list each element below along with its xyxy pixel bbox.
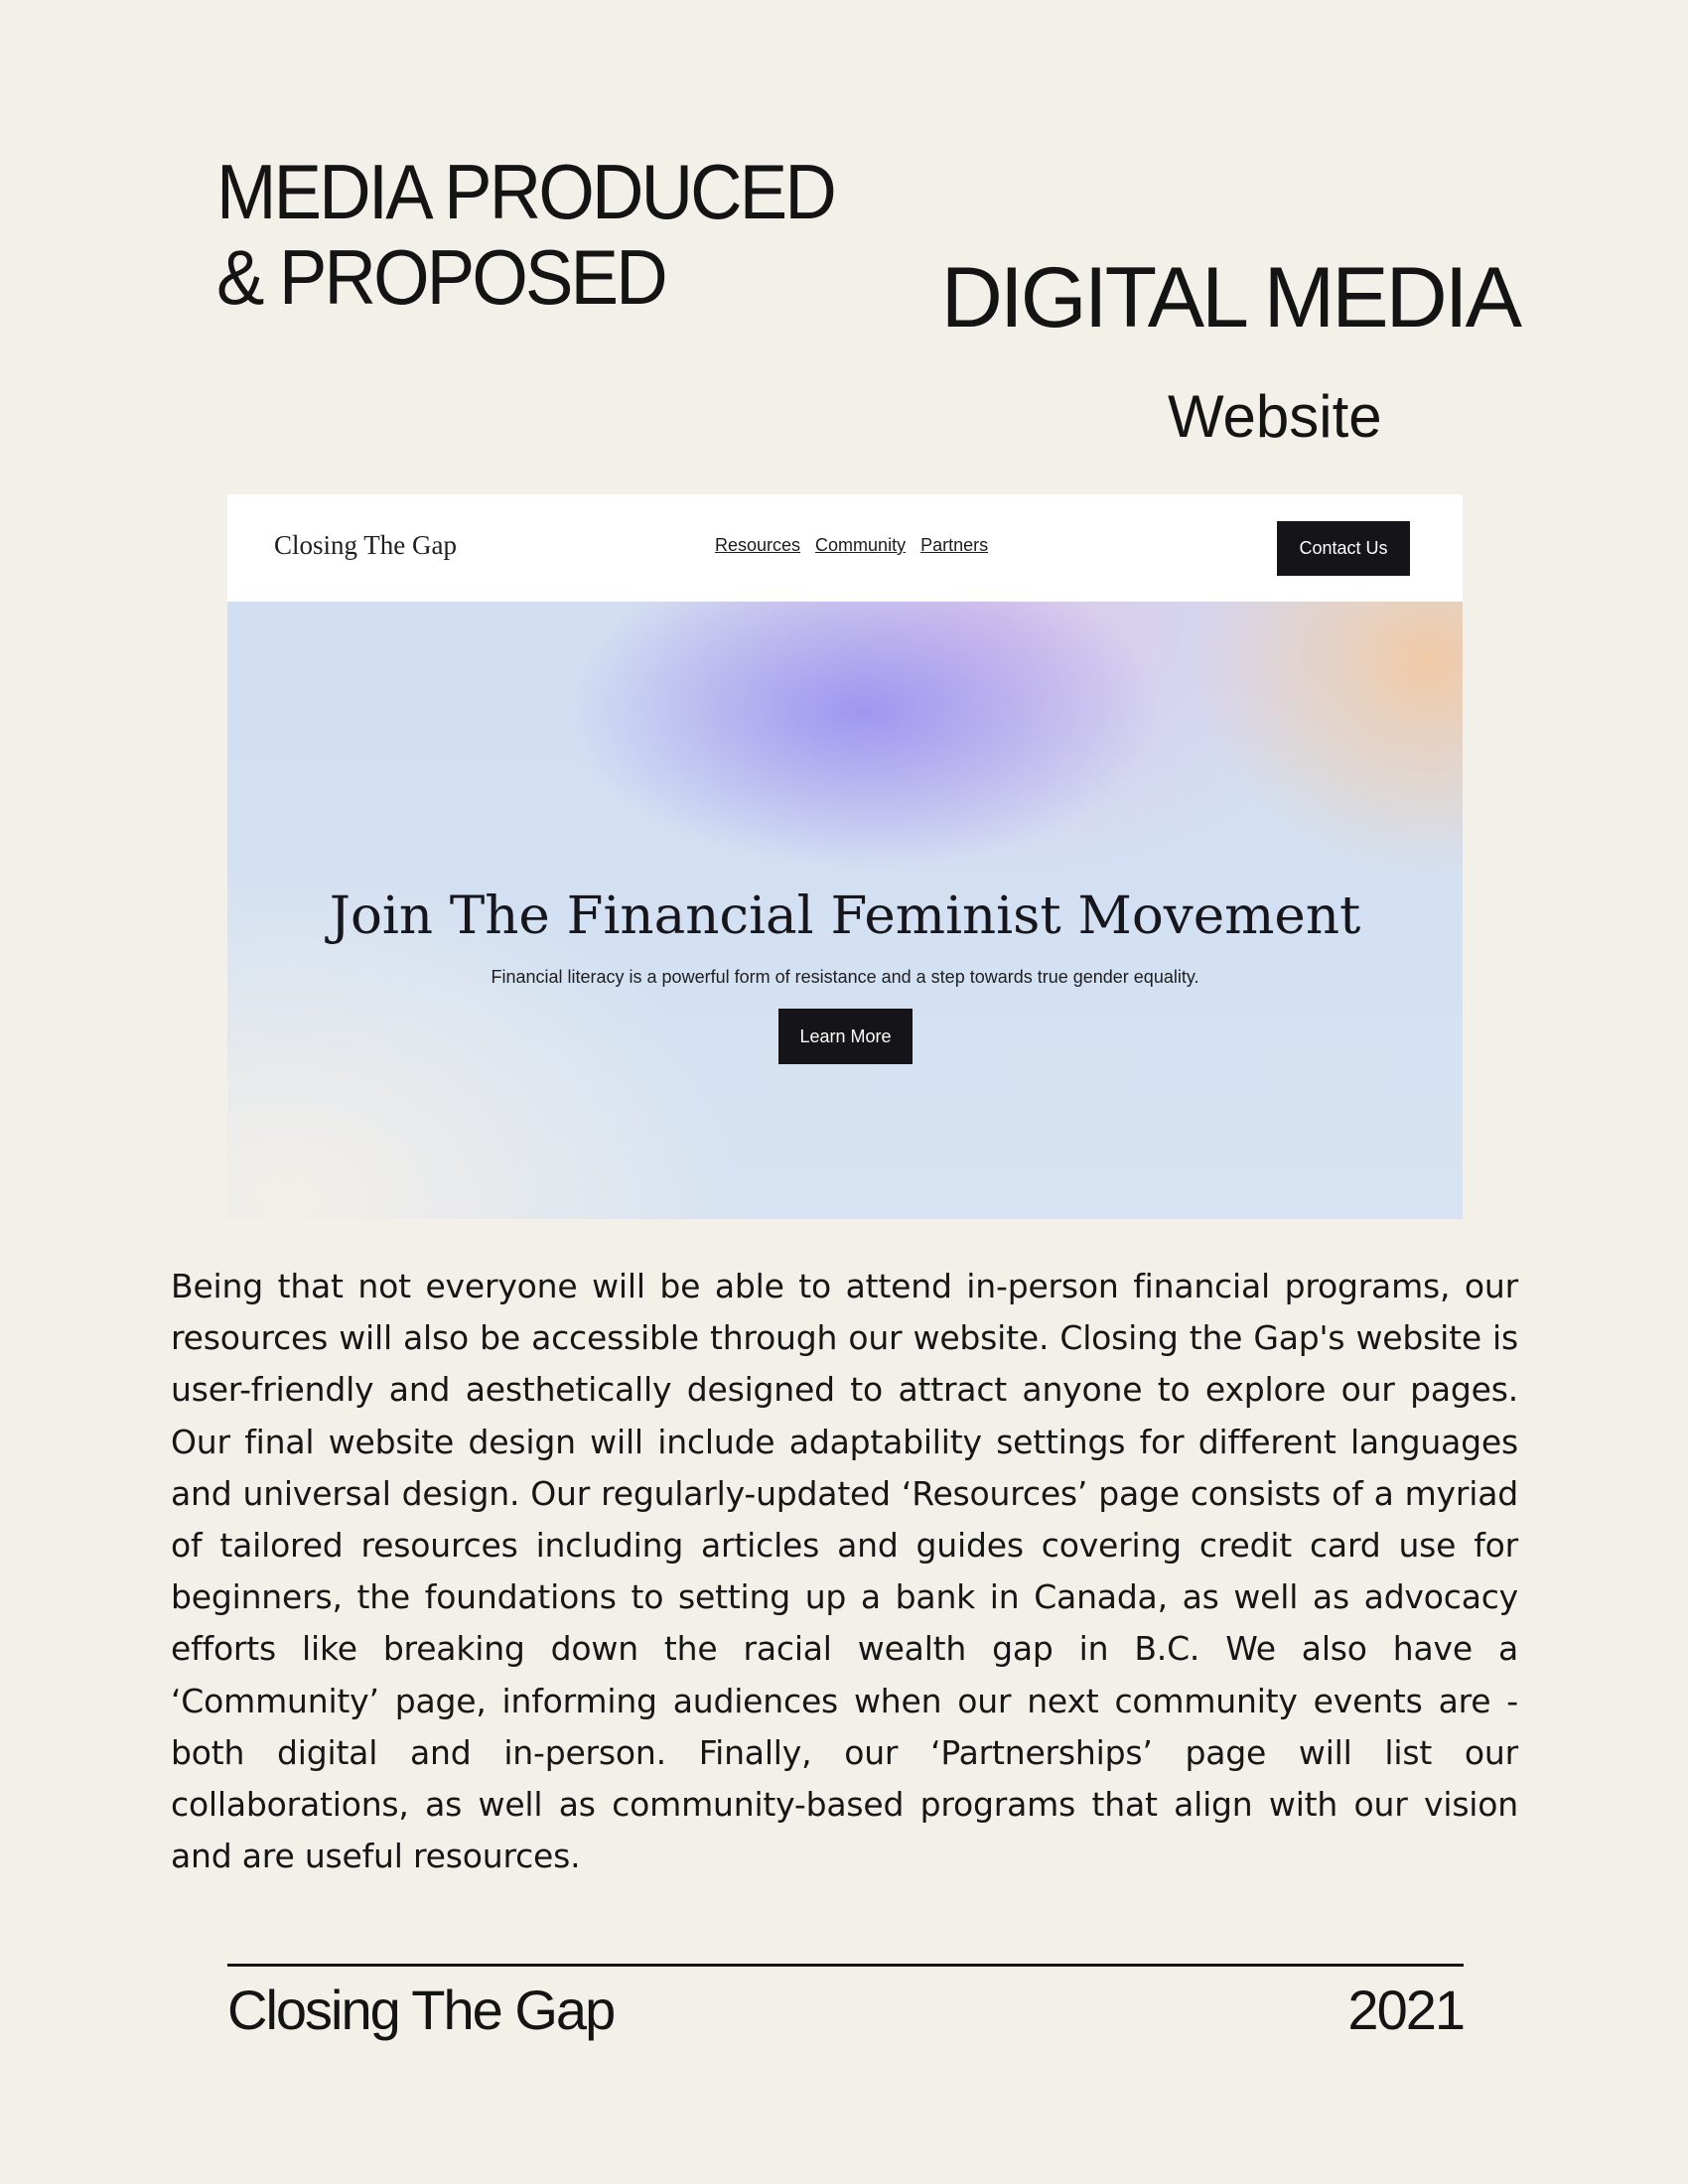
website-mockup (227, 494, 1463, 1219)
learn-more-button[interactable]: Learn More (778, 1009, 913, 1064)
mockup-logo[interactable]: Closing The Gap (274, 530, 457, 560)
page-title (216, 149, 834, 320)
footer-year: 2021 (1347, 1979, 1464, 2041)
contact-us-button[interactable]: Contact Us (1277, 521, 1410, 576)
body-paragraph: Being that not everyone will be able to attend in-person financial programs, our resources will also be accessible through our website. Closing the Gap's website is user-friendly and aesthetically designed to attract anyone to explore our pages. Our final website design will include adaptability settings for different languages and universal design. Our regularly-updated ‘Resources’ page consists of a myriad of tailored resources including articles and guides covering credit card use for beginners, the foundations to setting up a bank in Canada, as well as advocacy efforts like breaking down the racial wealth gap in B.C. We also have a ‘Community’ page, informing audiences when our next community events are - both digital and in-person. Finally, our ‘Partnerships’ page will list our collaborations, as well as community-based programs that align with our vision and are useful resources. (171, 1267, 1518, 1876)
section-title: DIGITAL MEDIA (940, 250, 1519, 345)
nav-link-community[interactable]: Community (815, 535, 907, 555)
footer-brand: Closing The Gap (227, 1979, 615, 2041)
subsection-title: Website (1168, 383, 1382, 450)
hero-title: Join The Financial Feminist Movement (329, 887, 1361, 946)
footer-divider (227, 1964, 1464, 1967)
hero-subtitle: Financial literacy is a powerful form of resistance and a step towards true gender equality. (491, 967, 1199, 987)
page-title-line-2: & PROPOSED (216, 233, 665, 321)
mockup-navbar (227, 494, 1463, 602)
mockup-nav-links (715, 535, 988, 556)
mockup-hero (227, 602, 1463, 1219)
nav-link-partners[interactable]: Partners (920, 535, 989, 555)
page-title-line-1: MEDIA PRODUCED (216, 148, 834, 235)
nav-link-resources[interactable]: Resources (715, 535, 801, 555)
